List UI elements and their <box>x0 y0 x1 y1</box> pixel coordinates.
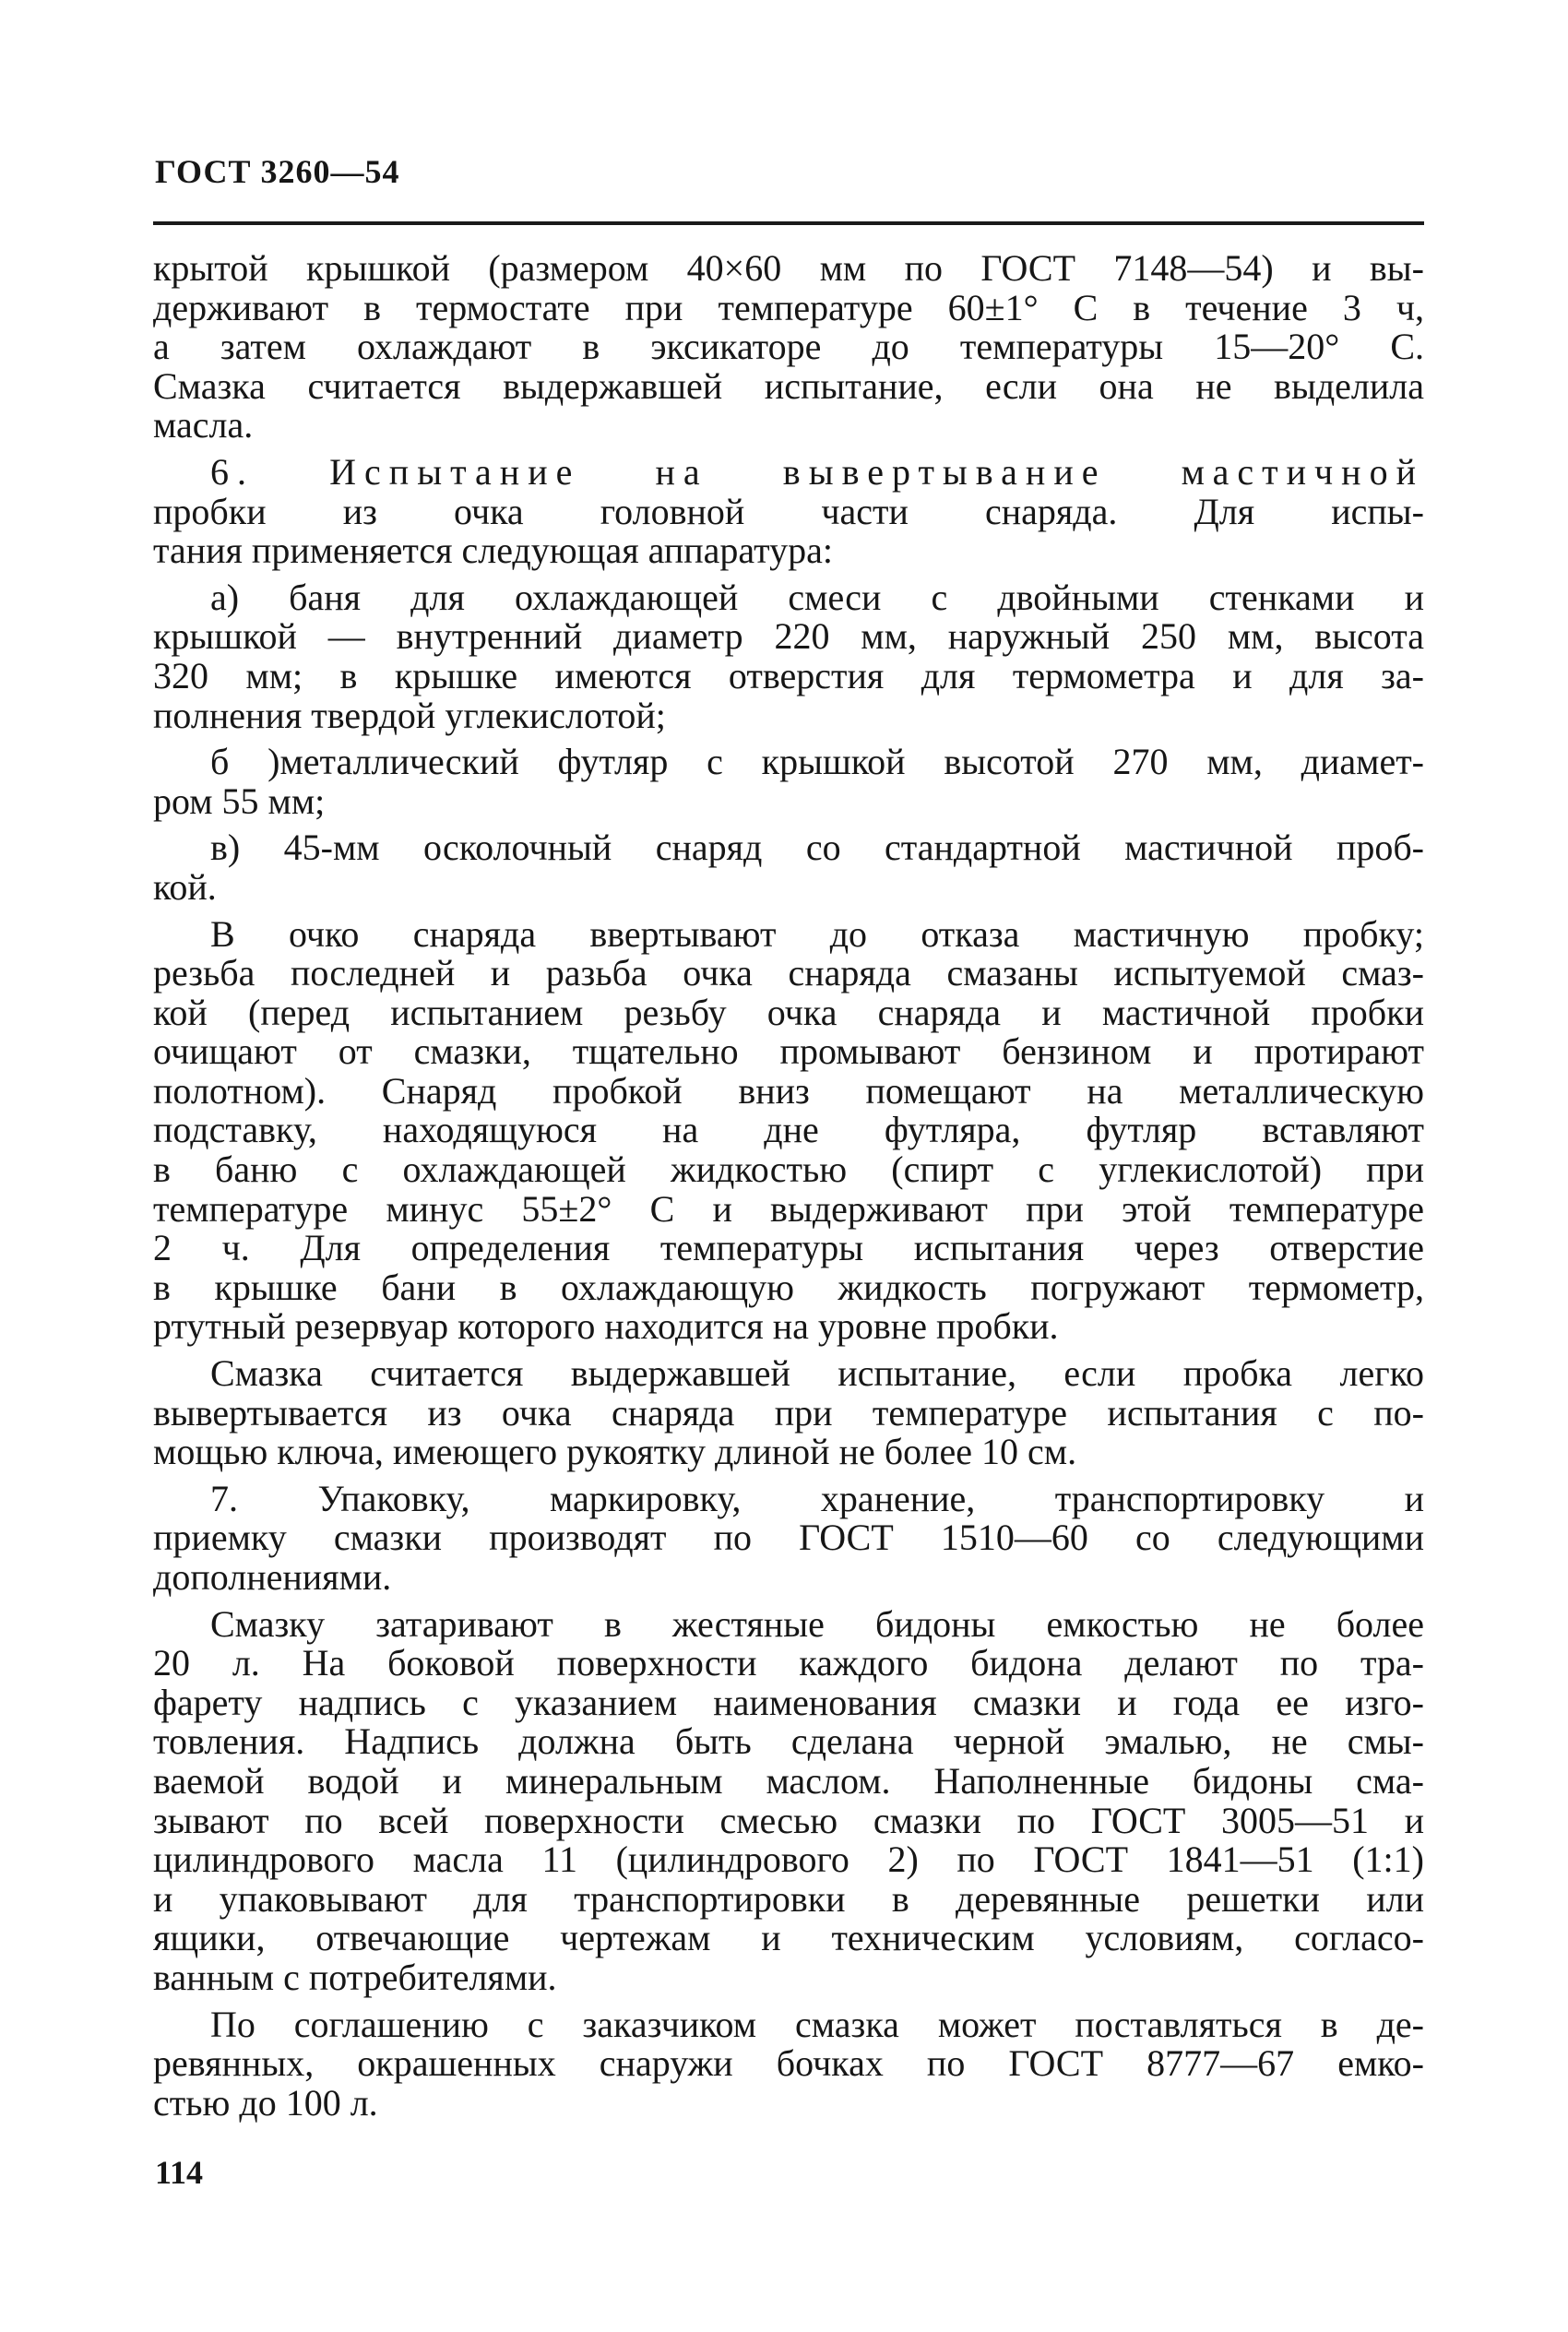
text-line: температуре минус 55±2° С и выдерживают при этой температуре <box>153 1187 1424 1230</box>
page-number: 114 <box>155 2154 204 2191</box>
list-item-line: а) баня для охлаждающей смеси с двойными стенками и <box>210 576 1424 618</box>
text-line: очищают от смазки, тщательно промывают бензином и протирают <box>153 1030 1424 1073</box>
text-line: а затем охлаждают в эксикаторе до температуры 15—20° С. <box>153 326 1424 368</box>
text-line: дополнениями. <box>153 1556 392 1598</box>
text-line: держивают в термостате при температуре 60±1° С в течение 3 ч, <box>153 286 1424 328</box>
text-line: Смазка считается выдержавшей испытание, если она не выделила <box>153 364 1424 407</box>
text-line: мощью ключа, имеющего рукоятку длиной не более 10 см. <box>153 1431 1077 1473</box>
text-line: ром 55 мм; <box>153 779 326 822</box>
text-line: цилиндрового масла 11 (цилиндрового 2) по ГОСТ 1841—51 (1:1) <box>153 1838 1424 1881</box>
text-line: 20 л. На боковой поверхности каждого бидона делают по тра- <box>153 1642 1424 1684</box>
text-line: в крышке бани в охлаждающую жидкость погружают термометр, <box>153 1266 1424 1308</box>
text-line: приемку смазки производят по ГОСТ 1510—60 со следующими <box>153 1517 1424 1559</box>
text-line: полнения твердой углекислотой; <box>153 694 666 736</box>
text-line: зывают по всей поверхности смесью смазки по ГОСТ 3005—51 и <box>153 1799 1424 1841</box>
text-line: кой. <box>153 865 217 908</box>
text-line: масла. <box>153 404 254 446</box>
text-line: крытой крышкой (размером 40×60 мм по ГОСТ 7148—54) и вы- <box>153 247 1424 289</box>
body-text <box>153 249 1424 2123</box>
text-line: ртутный резервуар которого находится на уровне пробки. <box>153 1305 1059 1348</box>
text-line: ящики, отвечающие чертежам и техническим условиям, согласо- <box>153 1917 1424 1959</box>
text-line: ревянных, окрашенных снаружи бочках по ГОСТ 8777—67 емко- <box>153 2042 1424 2085</box>
paragraph-line: В очко снаряда ввертывают до отказа мастичную пробку; <box>210 912 1424 955</box>
text-line: в баню с охлаждающей жидкостью (спирт с углекислотой) при <box>153 1148 1424 1191</box>
text-line: стью до 100 л. <box>153 2081 378 2124</box>
text-line: кой (перед испытанием резьбу очка снаряда и мастичной пробки <box>153 991 1424 1033</box>
text-line: 2 ч. Для определения температуры испытания через отверстие <box>153 1227 1424 1269</box>
document-header: ГОСТ 3260—54 <box>155 153 400 190</box>
paragraph-line: Смазка считается выдержавшей испытание, если пробка легко <box>210 1352 1424 1395</box>
header-rule <box>153 221 1424 225</box>
text-line: подставку, находящуюся на дне футляра, футляр вставляют <box>153 1109 1424 1151</box>
text-line: резьба последней и разьба очка снаряда смазаны испытуемой смаз- <box>153 952 1424 994</box>
text-line: вывертывается из очка снаряда при температуре испытания с по- <box>153 1391 1424 1434</box>
text-line: 320 мм; в крышке имеются отверстия для термометра и для за- <box>153 654 1424 696</box>
text-line: ваемой водой и минеральным маслом. Наполненные бидоны сма- <box>153 1759 1424 1802</box>
paragraph-line: По соглашению с заказчиком смазка может поставляться в де- <box>210 2003 1424 2045</box>
section-heading-line: 6. Испытание на вывертывание мастичной <box>210 450 1424 493</box>
text-line: крышкой — внутренний диаметр 220 мм, наружный 250 мм, высота <box>153 615 1424 658</box>
text-line: и упаковывают для транспортировки в деревянные решетки или <box>153 1877 1424 1920</box>
paragraph-line: Смазку затаривают в жестяные бидоны емкостью не более <box>210 1602 1424 1645</box>
text-line: тания применяется следующая аппаратура: <box>153 529 833 572</box>
text-line: фарету надпись с указанием наименования смазки и года ее изго- <box>153 1681 1424 1723</box>
text-line: товления. Надпись должна быть сделана черной эмалью, не смы- <box>153 1720 1424 1763</box>
list-item-line: б )металлический футляр с крышкой высотой 270 мм, диамет- <box>210 741 1424 783</box>
text-line: полотном). Снаряд пробкой вниз помещают на металлическую <box>153 1069 1424 1112</box>
list-item-line: в) 45-мм осколочный снаряд со стандартной мастичной проб- <box>210 827 1424 869</box>
text-line: пробки из очка головной части снаряда. Для испы- <box>153 490 1424 532</box>
section-line: 7. Упаковку, маркировку, хранение, транспортировку и <box>210 1477 1424 1519</box>
text-line: ванным с потребителями. <box>153 1956 557 1998</box>
